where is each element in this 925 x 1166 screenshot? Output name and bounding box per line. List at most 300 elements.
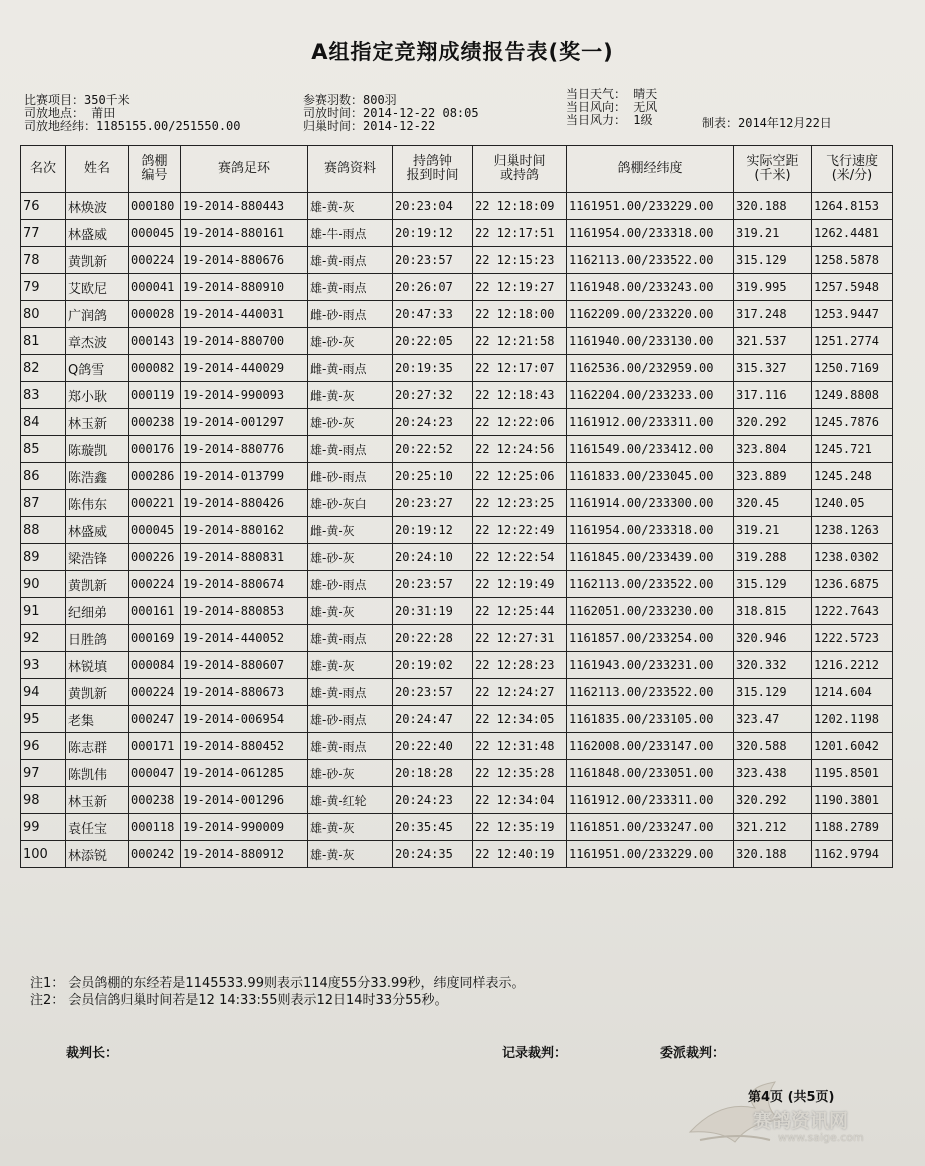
cell-clock-time: 20:23:57 [393, 247, 473, 274]
cell-rank: 95 [21, 706, 66, 733]
cell-bird-info: 雄-砂-雨点 [308, 571, 393, 598]
cell-return-time: 22 12:23:25 [473, 490, 567, 517]
cell-ring: 19-2014-440029 [181, 355, 308, 382]
cell-ring: 19-2014-880776 [181, 436, 308, 463]
cell-rank: 91 [21, 598, 66, 625]
cell-return-time: 22 12:35:28 [473, 760, 567, 787]
cell-rank: 92 [21, 625, 66, 652]
cell-coordinates: 1161857.00/233254.00 [567, 625, 734, 652]
cell-clock-time: 20:22:28 [393, 625, 473, 652]
table-row [21, 328, 893, 355]
cell-loft-id: 000247 [129, 706, 181, 733]
table-row [21, 841, 893, 868]
cell-coordinates: 1162209.00/233220.00 [567, 301, 734, 328]
cell-bird-info: 雄-黄-雨点 [308, 247, 393, 274]
cell-coordinates: 1161851.00/233247.00 [567, 814, 734, 841]
cell-ring: 19-2014-880700 [181, 328, 308, 355]
cell-coordinates: 1161948.00/233243.00 [567, 274, 734, 301]
cell-ring: 19-2014-061285 [181, 760, 308, 787]
cell-clock-time: 20:24:23 [393, 409, 473, 436]
cell-name: 广润鸽 [66, 301, 129, 328]
cell-clock-time: 20:23:04 [393, 193, 473, 220]
cell-loft-id: 000045 [129, 220, 181, 247]
appointed-referee-signature: 委派裁判： [660, 1046, 726, 1061]
cell-bird-info: 雄-黄-雨点 [308, 436, 393, 463]
cell-coordinates: 1162536.00/232959.00 [567, 355, 734, 382]
race-info-right [566, 88, 657, 127]
cell-name: 陈凯伟 [66, 760, 129, 787]
cell-return-time: 22 12:24:56 [473, 436, 567, 463]
table-row [21, 382, 893, 409]
cell-clock-time: 20:18:28 [393, 760, 473, 787]
cell-clock-time: 20:23:57 [393, 571, 473, 598]
cell-bird-info: 雄-黄-灰 [308, 598, 393, 625]
cell-speed: 1188.2789 [812, 814, 893, 841]
cell-coordinates: 1162051.00/233230.00 [567, 598, 734, 625]
cell-return-time: 22 12:18:00 [473, 301, 567, 328]
cell-rank: 78 [21, 247, 66, 274]
cell-ring: 19-2014-990009 [181, 814, 308, 841]
cell-ring: 19-2014-880452 [181, 733, 308, 760]
cell-speed: 1216.2212 [812, 652, 893, 679]
cell-distance: 320.588 [734, 733, 812, 760]
entry-count: 参赛羽数：800羽 [303, 93, 397, 107]
table-row [21, 679, 893, 706]
table-row [21, 247, 893, 274]
cell-distance: 315.129 [734, 247, 812, 274]
race-info-left [24, 94, 241, 133]
header-loft-id: 鸽棚 编号 [129, 146, 181, 193]
cell-coordinates: 1162008.00/233147.00 [567, 733, 734, 760]
cell-name: 黄凯新 [66, 571, 129, 598]
cell-loft-id: 000045 [129, 517, 181, 544]
cell-rank: 82 [21, 355, 66, 382]
cell-name: 陈伟东 [66, 490, 129, 517]
cell-name: 郑小耿 [66, 382, 129, 409]
cell-name: 林盛威 [66, 517, 129, 544]
cell-speed: 1245.721 [812, 436, 893, 463]
cell-name: 陈志群 [66, 733, 129, 760]
record-referee-signature: 记录裁判： [502, 1046, 568, 1061]
cell-bird-info: 雄-黄-雨点 [308, 733, 393, 760]
cell-rank: 89 [21, 544, 66, 571]
cell-rank: 93 [21, 652, 66, 679]
cell-ring: 19-2014-880831 [181, 544, 308, 571]
cell-return-time: 22 12:25:44 [473, 598, 567, 625]
cell-bird-info: 雌-黄-雨点 [308, 355, 393, 382]
cell-rank: 100 [21, 841, 66, 868]
cell-loft-id: 000041 [129, 274, 181, 301]
cell-return-time: 22 12:19:49 [473, 571, 567, 598]
cell-coordinates: 1161833.00/233045.00 [567, 463, 734, 490]
cell-loft-id: 000161 [129, 598, 181, 625]
cell-rank: 86 [21, 463, 66, 490]
cell-loft-id: 000143 [129, 328, 181, 355]
header-distance: 实际空距 (千米) [734, 146, 812, 193]
cell-coordinates: 1161954.00/233318.00 [567, 517, 734, 544]
cell-bird-info: 雄-砂-灰 [308, 328, 393, 355]
cell-distance: 319.288 [734, 544, 812, 571]
cell-speed: 1222.7643 [812, 598, 893, 625]
cell-loft-id: 000226 [129, 544, 181, 571]
cell-distance: 321.212 [734, 814, 812, 841]
cell-bird-info: 雄-砂-雨点 [308, 706, 393, 733]
cell-distance: 315.129 [734, 679, 812, 706]
cell-return-time: 22 12:21:58 [473, 328, 567, 355]
cell-return-time: 22 12:31:48 [473, 733, 567, 760]
release-coordinates: 司放地经纬：1185155.00/251550.00 [24, 119, 241, 133]
cell-distance: 319.21 [734, 220, 812, 247]
cell-return-time: 22 12:17:07 [473, 355, 567, 382]
cell-ring: 19-2014-880912 [181, 841, 308, 868]
table-row [21, 625, 893, 652]
cell-speed: 1245.7876 [812, 409, 893, 436]
cell-clock-time: 20:27:32 [393, 382, 473, 409]
cell-loft-id: 000084 [129, 652, 181, 679]
cell-name: 黄凯新 [66, 247, 129, 274]
cell-speed: 1253.9447 [812, 301, 893, 328]
cell-return-time: 22 12:22:54 [473, 544, 567, 571]
cell-speed: 1258.5878 [812, 247, 893, 274]
release-time: 司放时间：2014-12-22 08:05 [303, 106, 479, 120]
table-row [21, 409, 893, 436]
cell-rank: 88 [21, 517, 66, 544]
cell-coordinates: 1162113.00/233522.00 [567, 679, 734, 706]
cell-name: 艾欧尼 [66, 274, 129, 301]
cell-return-time: 22 12:18:09 [473, 193, 567, 220]
cell-speed: 1190.3801 [812, 787, 893, 814]
cell-rank: 79 [21, 274, 66, 301]
cell-bird-info: 雄-黄-雨点 [308, 625, 393, 652]
cell-distance: 323.804 [734, 436, 812, 463]
cell-bird-info: 雄-黄-红轮 [308, 787, 393, 814]
cell-clock-time: 20:26:07 [393, 274, 473, 301]
cell-name: 袁任宝 [66, 814, 129, 841]
cell-name: 林锐填 [66, 652, 129, 679]
cell-rank: 97 [21, 760, 66, 787]
table-row [21, 787, 893, 814]
cell-distance: 315.327 [734, 355, 812, 382]
cell-clock-time: 20:19:02 [393, 652, 473, 679]
cell-distance: 323.438 [734, 760, 812, 787]
cell-ring: 19-2014-880853 [181, 598, 308, 625]
cell-coordinates: 1161951.00/233229.00 [567, 193, 734, 220]
cell-speed: 1222.5723 [812, 625, 893, 652]
table-row [21, 463, 893, 490]
cell-rank: 96 [21, 733, 66, 760]
header-coordinates: 鸽棚经纬度 [567, 146, 734, 193]
cell-ring: 19-2014-880673 [181, 679, 308, 706]
table-header-row [21, 146, 893, 193]
cell-return-time: 22 12:22:49 [473, 517, 567, 544]
cell-bird-info: 雄-黄-灰 [308, 814, 393, 841]
cell-distance: 317.116 [734, 382, 812, 409]
cell-return-time: 22 12:19:27 [473, 274, 567, 301]
cell-rank: 87 [21, 490, 66, 517]
table-row [21, 436, 893, 463]
cell-speed: 1250.7169 [812, 355, 893, 382]
cell-name: 黄凯新 [66, 679, 129, 706]
cell-coordinates: 1161951.00/233229.00 [567, 841, 734, 868]
cell-bird-info: 雄-黄-灰 [308, 841, 393, 868]
cell-loft-id: 000242 [129, 841, 181, 868]
cell-ring: 19-2014-440052 [181, 625, 308, 652]
note-1: 注1： 会员鸽棚的东经若是1145533.99则表示114度55分33.99秒，纬度同样表示。 [30, 976, 525, 991]
cell-ring: 19-2014-006954 [181, 706, 308, 733]
table-row [21, 571, 893, 598]
cell-ring: 19-2014-880162 [181, 517, 308, 544]
cell-ring: 19-2014-880674 [181, 571, 308, 598]
cell-ring: 19-2014-990093 [181, 382, 308, 409]
cell-clock-time: 20:23:57 [393, 679, 473, 706]
cell-return-time: 22 12:35:19 [473, 814, 567, 841]
cell-loft-id: 000047 [129, 760, 181, 787]
table-row [21, 760, 893, 787]
cell-coordinates: 1161549.00/233412.00 [567, 436, 734, 463]
cell-loft-id: 000171 [129, 733, 181, 760]
cell-rank: 94 [21, 679, 66, 706]
table-row [21, 706, 893, 733]
cell-rank: 81 [21, 328, 66, 355]
cell-name: 林添锐 [66, 841, 129, 868]
table-row [21, 652, 893, 679]
cell-rank: 77 [21, 220, 66, 247]
cell-ring: 19-2014-880607 [181, 652, 308, 679]
cell-loft-id: 000169 [129, 625, 181, 652]
cell-clock-time: 20:19:12 [393, 220, 473, 247]
cell-return-time: 22 12:17:51 [473, 220, 567, 247]
cell-rank: 90 [21, 571, 66, 598]
table-row [21, 355, 893, 382]
cell-name: 梁浩锋 [66, 544, 129, 571]
wind-direction: 当日风向： 无风 [566, 100, 658, 114]
cell-ring: 19-2014-013799 [181, 463, 308, 490]
cell-bird-info: 雌-砂-雨点 [308, 463, 393, 490]
table-row [21, 544, 893, 571]
header-ring: 赛鸽足环 [181, 146, 308, 193]
cell-return-time: 22 12:18:43 [473, 382, 567, 409]
cell-speed: 1202.1198 [812, 706, 893, 733]
cell-bird-info: 雌-黄-灰 [308, 382, 393, 409]
cell-speed: 1240.05 [812, 490, 893, 517]
table-row [21, 301, 893, 328]
cell-coordinates: 1161912.00/233311.00 [567, 409, 734, 436]
table-row [21, 490, 893, 517]
cell-clock-time: 20:31:19 [393, 598, 473, 625]
cell-return-time: 22 12:15:23 [473, 247, 567, 274]
cell-clock-time: 20:19:35 [393, 355, 473, 382]
cell-return-time: 22 12:34:04 [473, 787, 567, 814]
cell-speed: 1162.9794 [812, 841, 893, 868]
cell-speed: 1201.6042 [812, 733, 893, 760]
cell-distance: 320.332 [734, 652, 812, 679]
cell-loft-id: 000082 [129, 355, 181, 382]
cell-coordinates: 1162113.00/233522.00 [567, 571, 734, 598]
cell-bird-info: 雄-砂-灰 [308, 760, 393, 787]
cell-coordinates: 1161845.00/233439.00 [567, 544, 734, 571]
cell-ring: 19-2014-880910 [181, 274, 308, 301]
cell-bird-info: 雄-砂-灰 [308, 409, 393, 436]
cell-speed: 1238.0302 [812, 544, 893, 571]
cell-name: 陈璇凯 [66, 436, 129, 463]
cell-bird-info: 雄-牛-雨点 [308, 220, 393, 247]
cell-ring: 19-2014-880161 [181, 220, 308, 247]
cell-distance: 317.248 [734, 301, 812, 328]
cell-loft-id: 000119 [129, 382, 181, 409]
cell-bird-info: 雄-黄-灰 [308, 652, 393, 679]
table-row [21, 220, 893, 247]
cell-name: 陈浩鑫 [66, 463, 129, 490]
cell-name: 章杰波 [66, 328, 129, 355]
note-2: 注2： 会员信鸽归巢时间若是12 14:33:55则表示12日14时33分55秒。 [30, 993, 448, 1008]
cell-loft-id: 000180 [129, 193, 181, 220]
watermark-text: 赛鸽资讯网 [753, 1110, 849, 1132]
cell-clock-time: 20:47:33 [393, 301, 473, 328]
results-table [20, 145, 893, 868]
cell-speed: 1214.604 [812, 679, 893, 706]
header-speed: 飞行速度 (米/分) [812, 146, 893, 193]
cell-loft-id: 000118 [129, 814, 181, 841]
return-date: 归巢时间：2014-12-22 [303, 119, 436, 133]
cell-speed: 1238.1263 [812, 517, 893, 544]
cell-name: 林盛威 [66, 220, 129, 247]
cell-coordinates: 1162113.00/233522.00 [567, 247, 734, 274]
cell-return-time: 22 12:22:06 [473, 409, 567, 436]
cell-loft-id: 000224 [129, 571, 181, 598]
cell-distance: 315.129 [734, 571, 812, 598]
cell-distance: 321.537 [734, 328, 812, 355]
cell-loft-id: 000028 [129, 301, 181, 328]
race-distance: 比赛项目：350千米 [24, 93, 130, 107]
cell-clock-time: 20:24:10 [393, 544, 473, 571]
cell-name: 老集 [66, 706, 129, 733]
cell-bird-info: 雄-黄-雨点 [308, 679, 393, 706]
cell-loft-id: 000286 [129, 463, 181, 490]
cell-ring: 19-2014-440031 [181, 301, 308, 328]
cell-return-time: 22 12:24:27 [473, 679, 567, 706]
cell-coordinates: 1162204.00/233233.00 [567, 382, 734, 409]
cell-return-time: 22 12:34:05 [473, 706, 567, 733]
cell-distance: 320.946 [734, 625, 812, 652]
cell-distance: 320.188 [734, 841, 812, 868]
cell-name: Q鸽雪 [66, 355, 129, 382]
cell-distance: 318.815 [734, 598, 812, 625]
cell-clock-time: 20:22:40 [393, 733, 473, 760]
cell-bird-info: 雄-黄-雨点 [308, 274, 393, 301]
cell-name: 林玉新 [66, 409, 129, 436]
cell-bird-info: 雄-砂-灰 [308, 544, 393, 571]
cell-coordinates: 1161943.00/233231.00 [567, 652, 734, 679]
cell-return-time: 22 12:28:23 [473, 652, 567, 679]
cell-clock-time: 20:24:47 [393, 706, 473, 733]
cell-distance: 320.292 [734, 409, 812, 436]
cell-loft-id: 000224 [129, 247, 181, 274]
report-date: 制表：2014年12月22日 [702, 116, 832, 130]
weather: 当日天气： 晴天 [566, 87, 658, 101]
cell-speed: 1264.8153 [812, 193, 893, 220]
chief-referee-signature: 裁判长： [66, 1046, 119, 1061]
cell-bird-info: 雄-砂-灰白 [308, 490, 393, 517]
header-name: 姓名 [66, 146, 129, 193]
cell-distance: 319.21 [734, 517, 812, 544]
cell-clock-time: 20:24:35 [393, 841, 473, 868]
table-row [21, 598, 893, 625]
cell-speed: 1245.248 [812, 463, 893, 490]
cell-clock-time: 20:35:45 [393, 814, 473, 841]
cell-rank: 99 [21, 814, 66, 841]
cell-distance: 323.47 [734, 706, 812, 733]
cell-speed: 1257.5948 [812, 274, 893, 301]
cell-rank: 98 [21, 787, 66, 814]
cell-clock-time: 20:24:23 [393, 787, 473, 814]
cell-bird-info: 雌-砂-雨点 [308, 301, 393, 328]
notes [30, 975, 525, 1009]
cell-rank: 76 [21, 193, 66, 220]
race-info-middle [303, 94, 479, 133]
cell-distance: 320.292 [734, 787, 812, 814]
cell-distance: 323.889 [734, 463, 812, 490]
cell-clock-time: 20:25:10 [393, 463, 473, 490]
table-row [21, 193, 893, 220]
cell-ring: 19-2014-001297 [181, 409, 308, 436]
page-title: A组指定竞翔成绩报告表(奖一) [311, 40, 614, 64]
cell-speed: 1262.4481 [812, 220, 893, 247]
release-location: 司放地点： 莆田 [24, 106, 116, 120]
cell-coordinates: 1161914.00/233300.00 [567, 490, 734, 517]
table-row [21, 274, 893, 301]
header-bird-info: 赛鸽资料 [308, 146, 393, 193]
header-rank: 名次 [21, 146, 66, 193]
cell-name: 林玉新 [66, 787, 129, 814]
table-body [21, 193, 893, 868]
cell-coordinates: 1161835.00/233105.00 [567, 706, 734, 733]
header-clock-time: 持鸽钟 报到时间 [393, 146, 473, 193]
table-row [21, 733, 893, 760]
cell-distance: 320.45 [734, 490, 812, 517]
page-number: 第4页 (共5页) [748, 1090, 835, 1105]
table-row [21, 517, 893, 544]
cell-coordinates: 1161848.00/233051.00 [567, 760, 734, 787]
cell-loft-id: 000238 [129, 787, 181, 814]
cell-coordinates: 1161954.00/233318.00 [567, 220, 734, 247]
cell-rank: 83 [21, 382, 66, 409]
wind-force: 当日风力： 1级 [566, 113, 653, 127]
cell-speed: 1195.8501 [812, 760, 893, 787]
cell-speed: 1251.2774 [812, 328, 893, 355]
cell-rank: 80 [21, 301, 66, 328]
cell-distance: 319.995 [734, 274, 812, 301]
cell-name: 林焕波 [66, 193, 129, 220]
cell-ring: 19-2014-880426 [181, 490, 308, 517]
cell-bird-info: 雄-黄-灰 [308, 193, 393, 220]
cell-rank: 84 [21, 409, 66, 436]
cell-return-time: 22 12:40:19 [473, 841, 567, 868]
cell-name: 日胜鸽 [66, 625, 129, 652]
cell-loft-id: 000176 [129, 436, 181, 463]
cell-speed: 1236.6875 [812, 571, 893, 598]
table-row [21, 814, 893, 841]
cell-loft-id: 000224 [129, 679, 181, 706]
cell-clock-time: 20:19:12 [393, 517, 473, 544]
cell-return-time: 22 12:27:31 [473, 625, 567, 652]
cell-clock-time: 20:22:52 [393, 436, 473, 463]
cell-clock-time: 20:22:05 [393, 328, 473, 355]
cell-loft-id: 000221 [129, 490, 181, 517]
cell-coordinates: 1161940.00/233130.00 [567, 328, 734, 355]
cell-ring: 19-2014-001296 [181, 787, 308, 814]
cell-return-time: 22 12:25:06 [473, 463, 567, 490]
cell-ring: 19-2014-880443 [181, 193, 308, 220]
